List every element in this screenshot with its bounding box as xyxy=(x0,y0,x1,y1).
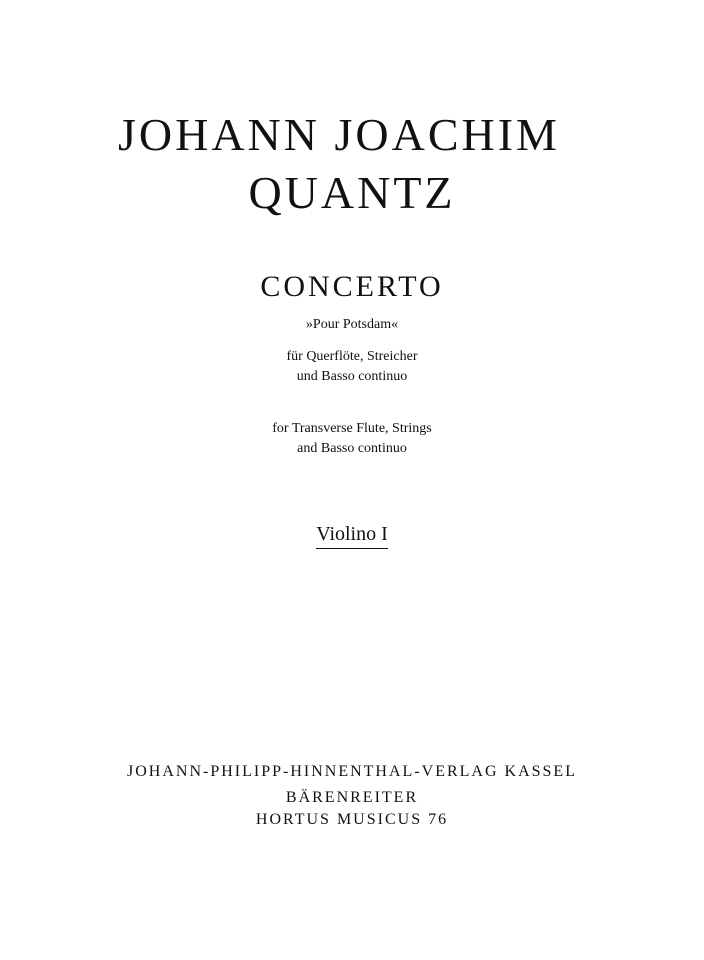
publisher-name: JOHANN-PHILIPP-HINNENTHAL-VERLAG KASSEL xyxy=(127,763,577,780)
composer-surname: QUANTZ xyxy=(248,167,456,218)
part-label-container xyxy=(0,524,704,549)
instrumentation-german-line-1: für Querflöte, Streicher xyxy=(286,349,418,364)
instrumentation-english-line-2: and Basso continuo xyxy=(297,441,407,456)
series-name: HORTUS MUSICUS 76 xyxy=(255,811,449,828)
work-title: CONCERTO xyxy=(260,270,444,303)
work-subtitle: »Pour Potsdam« xyxy=(305,317,399,332)
instrumentation-english-line-1: for Transverse Flute, Strings xyxy=(272,421,432,436)
publisher-imprint: BÄRENREITER xyxy=(285,789,419,806)
part-label: Violino I xyxy=(316,524,388,549)
instrumentation-german-line-2: und Basso continuo xyxy=(296,369,408,384)
composer-first-name: JOHANN JOACHIM xyxy=(118,109,560,160)
